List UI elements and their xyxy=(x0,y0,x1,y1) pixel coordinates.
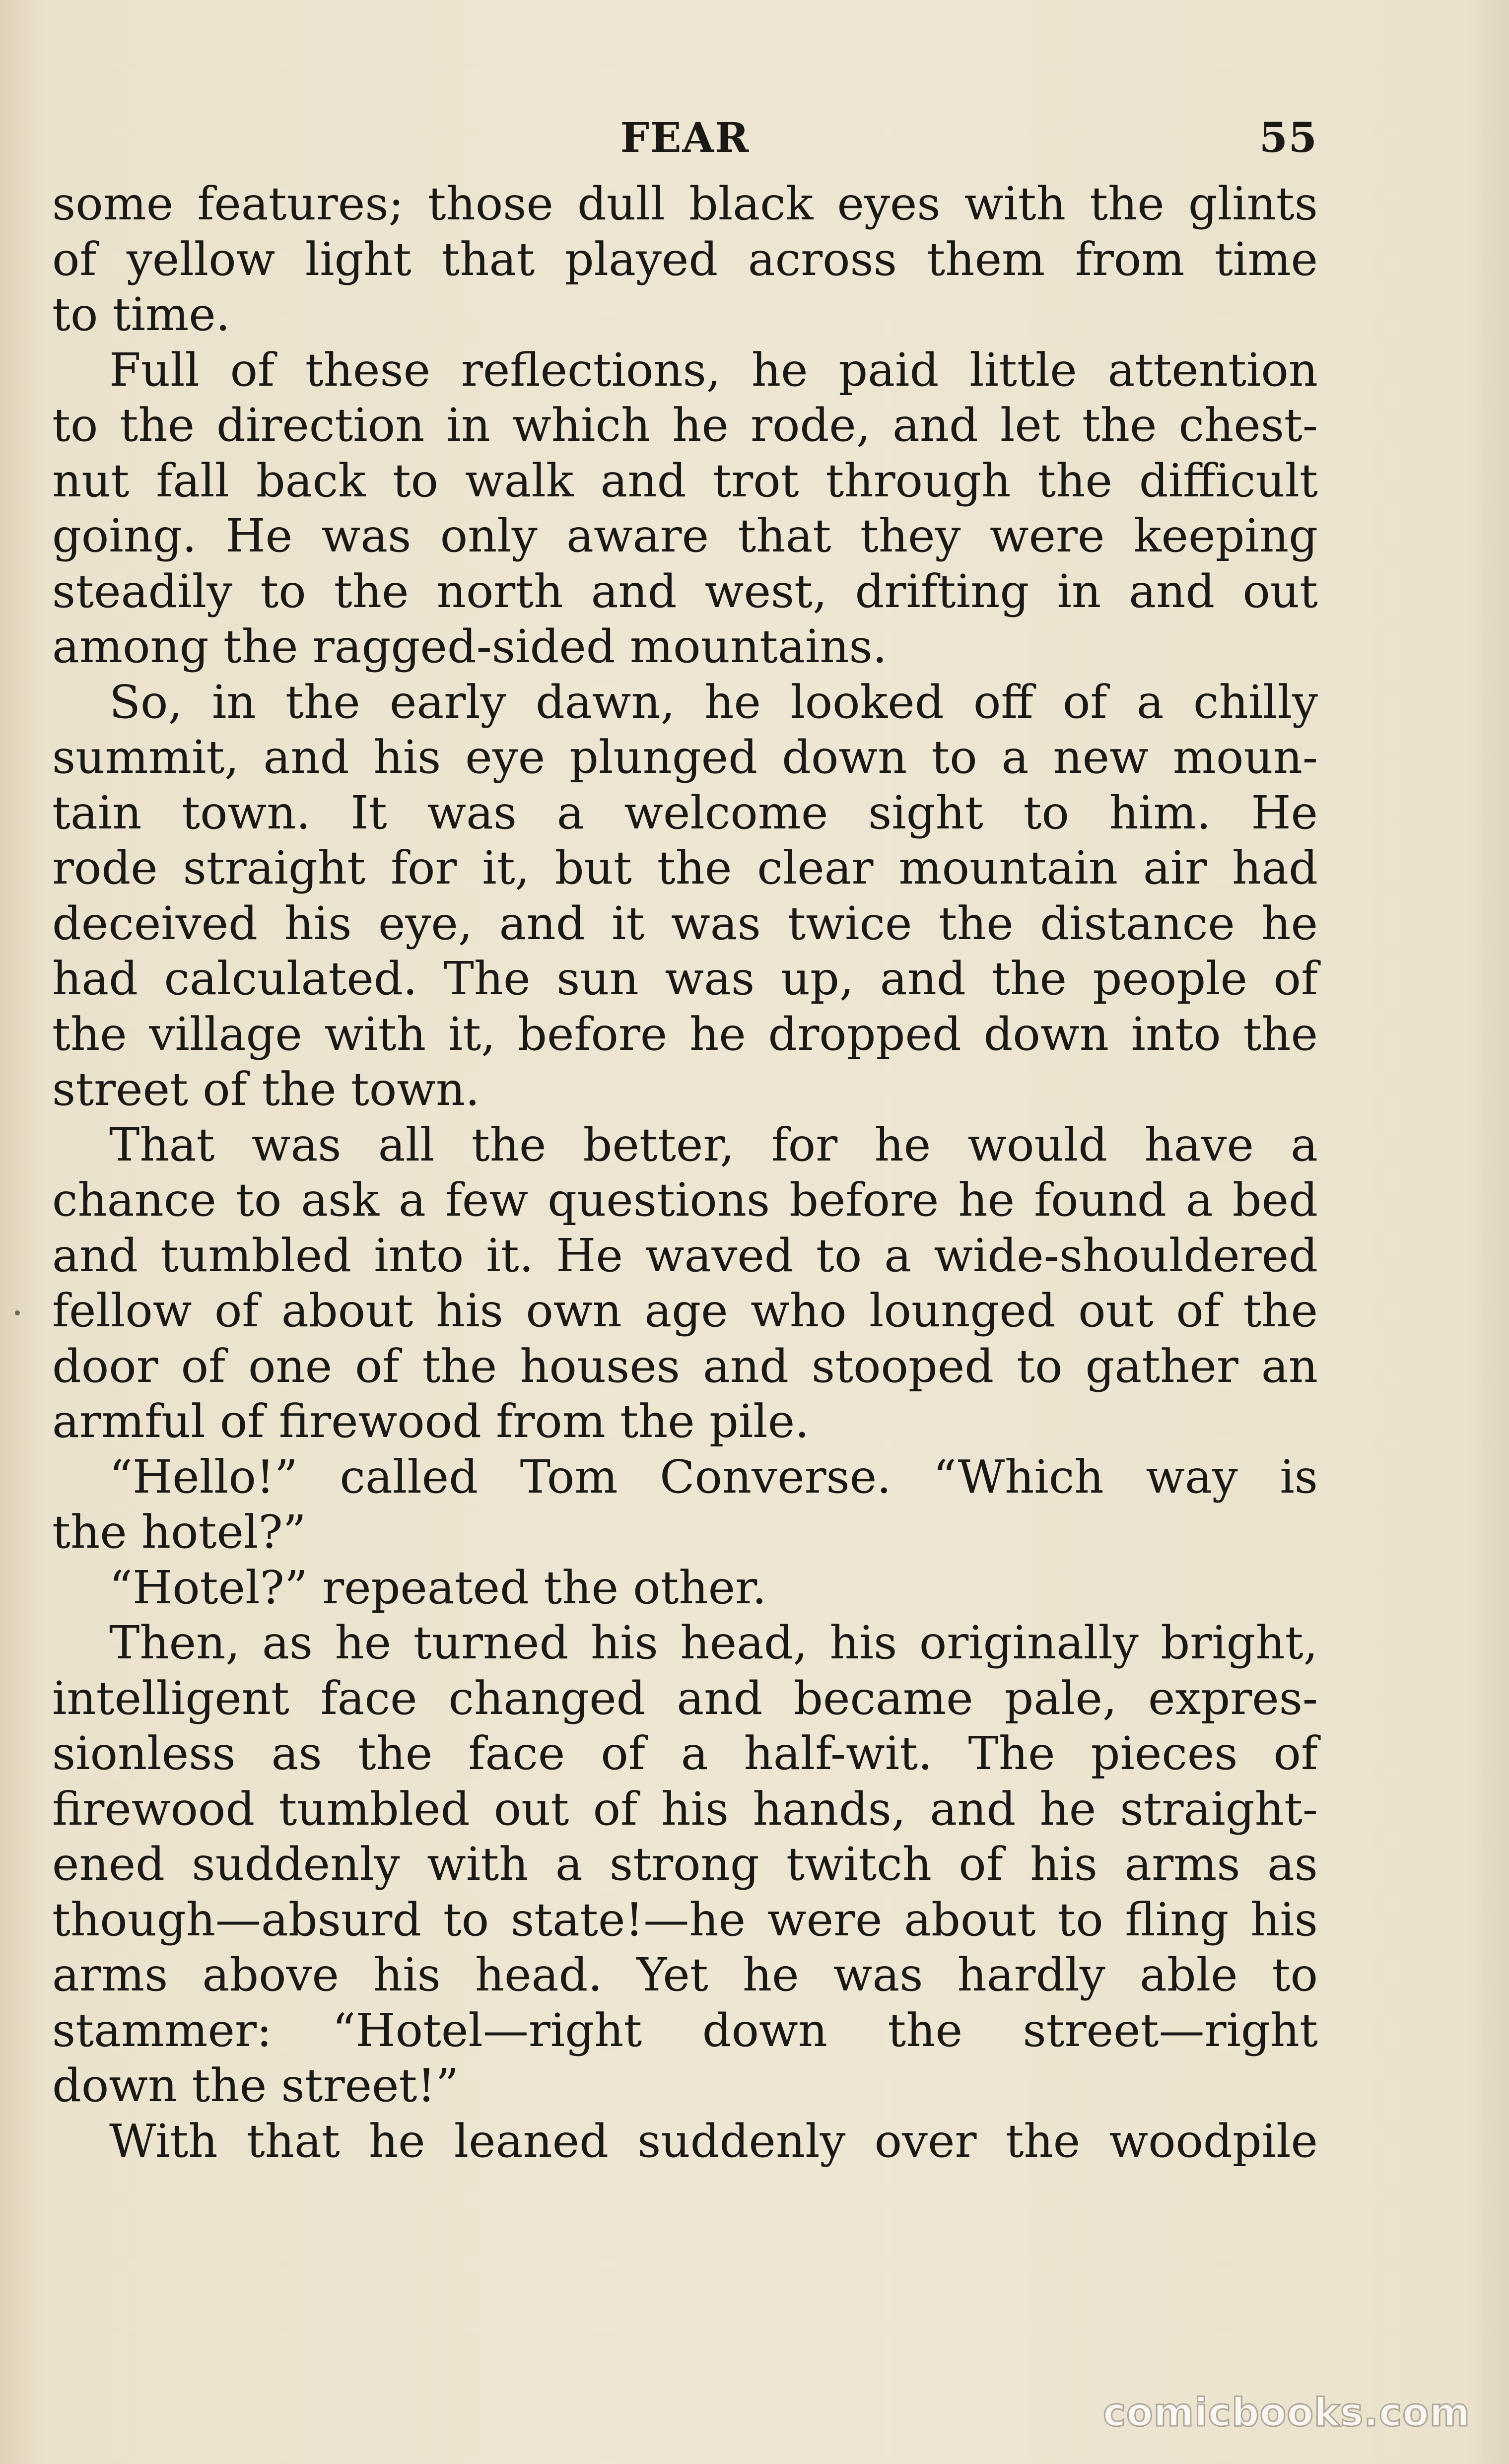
paragraph xyxy=(52,1560,1318,1616)
text-line: ened suddenly with a strong twitch of his arms as xyxy=(52,1838,1318,1891)
paragraph xyxy=(52,675,1318,1117)
paragraph xyxy=(52,1449,1318,1560)
text-line: the hotel?” xyxy=(52,1506,306,1559)
text-line: Then, as he turned his head, his originally bright, xyxy=(109,1616,1318,1669)
text-line: though—absurd to state!—he were about to fling his xyxy=(52,1893,1318,1946)
paragraph xyxy=(52,2114,1318,2169)
text-line: “Hotel?” repeated the other. xyxy=(109,1561,767,1614)
watermark: comicbooks.com xyxy=(1102,2391,1470,2435)
text-line: tain town. It was a welcome sight to him. He xyxy=(52,786,1318,839)
text-line: intelligent face changed and became pale, expres- xyxy=(52,1671,1318,1725)
text-line: arms above his head. Yet he was hardly able to xyxy=(52,1948,1318,2001)
text-line: to the direction in which he rode, and let the chest- xyxy=(52,399,1318,452)
text-line: stammer: “Hotel—right down the street—right xyxy=(52,2003,1318,2057)
text-line: With that he leaned suddenly over the woodpile xyxy=(109,2114,1318,2168)
paragraph xyxy=(52,176,1318,342)
paragraph xyxy=(52,1117,1318,1449)
text-line: steadily to the north and west, drifting in and out xyxy=(52,564,1318,618)
text-line: to time. xyxy=(52,288,230,341)
text-line: door of one of the houses and stooped to gather an xyxy=(52,1339,1318,1393)
text-line: fellow of about his own age who lounged out of the xyxy=(52,1284,1318,1337)
text-line: Full of these reflections, he paid little attention xyxy=(109,343,1318,397)
text-line: the village with it, before he dropped down into the xyxy=(52,1007,1318,1061)
text-line: among the ragged-sided mountains. xyxy=(52,620,888,673)
text-line: firewood tumbled out of his hands, and he straight- xyxy=(52,1782,1318,1836)
paragraph xyxy=(52,1615,1318,2114)
text-line: going. He was only aware that they were keeping xyxy=(52,509,1318,562)
page-number: 55 xyxy=(1259,114,1318,162)
text-line: had calculated. The sun was up, and the people of xyxy=(52,952,1318,1005)
text-line: sionless as the face of a half-wit. The pieces of xyxy=(52,1727,1318,1780)
text-line: down the street!” xyxy=(52,2059,459,2112)
text-line: So, in the early dawn, he looked off of a chilly xyxy=(109,675,1318,729)
text-line: rode straight for it, but the clear mountain air had xyxy=(52,841,1318,894)
chapter-title: FEAR xyxy=(620,114,750,162)
text-line: “Hello!” called Tom Converse. “Which way is xyxy=(109,1450,1318,1504)
text-line: chance to ask a few questions before he found a bed xyxy=(52,1173,1318,1227)
text-line: of yellow light that played across them from time xyxy=(52,232,1318,286)
text-line: street of the town. xyxy=(52,1063,480,1116)
body-text xyxy=(52,176,1318,2169)
paragraph xyxy=(52,342,1318,675)
text-line: armful of firewood from the pile. xyxy=(52,1395,810,1448)
paper-speck xyxy=(15,1310,20,1315)
text-line: deceived his eye, and it was twice the distance he xyxy=(52,896,1318,950)
text-line: That was all the better, for he would have a xyxy=(109,1118,1318,1171)
text-line: some features; those dull black eyes with the glints xyxy=(52,177,1318,230)
text-line: and tumbled into it. He waved to a wide-shouldered xyxy=(52,1229,1318,1282)
book-page xyxy=(52,102,1318,2169)
text-line: nut fall back to walk and trot through the difficult xyxy=(52,454,1318,507)
running-head xyxy=(52,102,1318,176)
text-line: summit, and his eye plunged down to a new moun- xyxy=(52,731,1318,784)
